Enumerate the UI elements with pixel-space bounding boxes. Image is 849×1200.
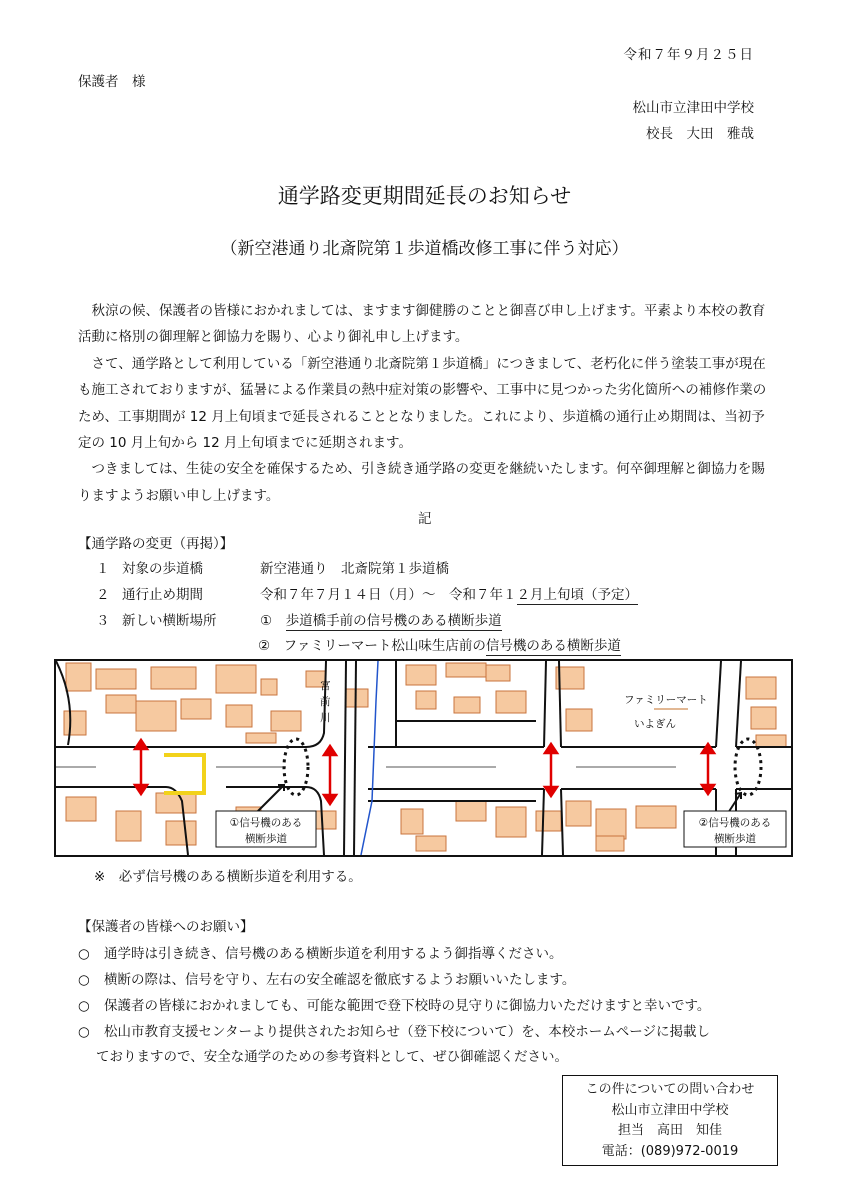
map-svg xyxy=(56,661,791,855)
school-name: 松山市立津田中学校 xyxy=(632,100,754,116)
crossing-1-label-line1: ①信号機のある xyxy=(229,817,303,829)
contact-phone: 電話：(089)972-0019 xyxy=(601,1143,739,1159)
map-arrows xyxy=(135,740,714,804)
item-number: ２ xyxy=(96,587,110,603)
arrow-footbridge xyxy=(135,740,147,794)
item-label: 新しい横断場所 xyxy=(122,613,217,629)
store-label: ファミリーマート xyxy=(624,694,708,706)
arrow-crossing-2 xyxy=(702,744,714,794)
request-text: 横断の際は、信号を守り、左右の安全確認を徹底するようお願いいたします。 xyxy=(104,972,576,988)
route-map xyxy=(54,659,793,857)
paragraph-request: つきましては、生徒の安全を確保するため、引き続き通学路の変更を継続いたします。何卒御理解と御協力を賜りますようお願い申し上げます。 xyxy=(78,461,765,504)
item-label: 対象の歩道橋 xyxy=(122,561,203,577)
item-value: 令和７年７月１４日（月）～ 令和７年１ xyxy=(260,587,517,603)
contact-school: 松山市立津田中学校 xyxy=(611,1102,729,1118)
contact-person: 担当 高田 知佳 xyxy=(617,1123,722,1138)
request-text: 通学時は引き続き、信号機のある横断歩道を利用するよう御指導ください。 xyxy=(104,946,563,962)
parent-request-heading: 【保護者の皆様へのお願い】 xyxy=(78,919,254,935)
item-number: １ xyxy=(96,561,110,577)
route-item-period xyxy=(96,583,638,603)
ki-mark: 記 xyxy=(418,511,432,527)
arrow-crossing-1 xyxy=(324,746,336,804)
item-value-underlined: ２月上旬頃（予定） xyxy=(516,587,638,603)
request-text: 保護者の皆様におかれましても、可能な範囲で登下校時の見守りに御協力いただけますと幸いです。 xyxy=(104,998,711,1014)
item-label: 通行止め期間 xyxy=(122,587,203,603)
contact-box xyxy=(562,1075,778,1166)
bullet-icon: ○ xyxy=(78,998,90,1014)
map-note: ※ 必ず信号機のある横断歩道を利用する。 xyxy=(94,869,362,885)
issue-date: 令和７年９月２５日 xyxy=(623,47,754,63)
crossing-2-label-line1: ②信号機のある xyxy=(698,817,772,829)
bullet-icon: ○ xyxy=(78,972,90,988)
river-label-char-1: 宮 xyxy=(320,680,331,692)
item-value-prefix: ① xyxy=(260,613,286,629)
principal-name: 校長 大田 雅哉 xyxy=(646,126,754,142)
river-label-char-2: 前 xyxy=(320,696,331,708)
contact-heading: この件についての問い合わせ xyxy=(585,1082,755,1097)
request-item xyxy=(78,942,562,962)
item-value-prefix: ② ファミリーマート松山味生店前の xyxy=(258,638,486,654)
paragraph-extension: さて、通学路として利用している「新空港通り北斎院第１歩道橋」につきまして、老朽化に伴う塗装工事が現在も施工されておりますが、猛暑による作業員の熱中症対策の影響や、工事中に見つかった劣化箇所への補修作業のため、工事期間が 12 月上旬頃まで延長されることとなりました。これにより、歩道橋の通行止め期間は、当初予定の 10 月上旬から 12 月上旬頃までに延期されます。 xyxy=(78,355,767,452)
paragraph-greeting: 秋涼の候、保護者の皆様におかれましては、ますます御健勝のことと御喜び申し上げます。平素より本校の教育活動に格別の御理解と御協力を賜り、心より御礼申し上げます。 xyxy=(78,303,766,346)
body-text xyxy=(78,298,772,509)
item-value: 新空港通り 北斎院第１歩道橋 xyxy=(260,561,449,577)
crossing-1-label-line2: 横断歩道 xyxy=(245,833,287,845)
route-item-crossing xyxy=(96,609,502,629)
item-value-underlined: 歩道橋手前の信号機のある横断歩道 xyxy=(285,613,502,629)
item-value-underlined: 信号機のある横断歩道 xyxy=(485,638,621,654)
document-title: 通学路変更期間延長のお知らせ xyxy=(277,184,572,208)
bullet-icon: ○ xyxy=(78,1024,90,1040)
document-subtitle: （新空港通り北斎院第１歩道橋改修工事に伴う対応） xyxy=(220,239,629,259)
bullet-icon: ○ xyxy=(78,946,90,962)
route-item-crossing-2 xyxy=(258,634,621,654)
route-item-bridge xyxy=(96,557,449,577)
request-text-continued: ておりますので、安全な通学のための参考資料として、ぜひ御確認ください。 xyxy=(96,1049,568,1065)
request-text: 松山市教育支援センターより提供されたお知らせ（登下校について）を、本校ホームページに掲載し xyxy=(104,1024,711,1040)
bank-label: いよぎん xyxy=(634,718,676,730)
request-item xyxy=(78,968,575,988)
recipient: 保護者 様 xyxy=(78,74,146,90)
crossing-2-label-line2: 横断歩道 xyxy=(714,833,756,845)
arrow-intersection xyxy=(545,744,557,796)
request-item xyxy=(78,1020,710,1040)
route-change-heading: 【通学路の変更（再掲）】 xyxy=(78,536,234,552)
request-item xyxy=(78,994,710,1014)
item-number: ３ xyxy=(96,613,110,629)
river-label-char-3: 川 xyxy=(320,712,331,724)
